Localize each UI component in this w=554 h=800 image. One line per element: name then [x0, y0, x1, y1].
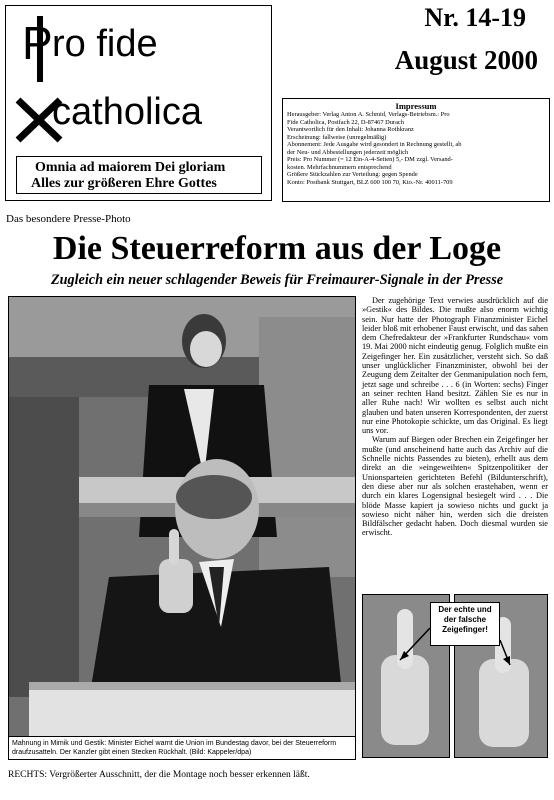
tagline-latin: Omnia ad maiorem Dei gloriam [35, 160, 226, 175]
article-subheadline: Zugleich ein neuer schlagender Beweis für Freimaurer-Signale in der Presse [50, 272, 504, 288]
bundestag-photo-image [9, 297, 356, 760]
impressum-line: Erscheinung: fallweise (unregelmäßig) [287, 133, 387, 141]
bottom-caption-text: Vergrößerter Ausschnitt, der die Montage noch besser erkennen läßt. [47, 770, 310, 780]
impressum-line: Herausgeber: Verlag Anton A. Schmid, Verlags-Betriebsm.: Pro [287, 111, 450, 118]
bottom-caption [8, 770, 548, 780]
tagline-german: Alles zur größeren Ehre Gottes [31, 176, 217, 191]
logo-letter-p: P [22, 17, 53, 69]
masthead-logo-box [5, 5, 272, 201]
impressum-line: Preis: Pro Nummer (= 12 Ein-A-4-Seiten) 5,- DM zzgl. Versand- [287, 156, 453, 163]
tagline-box [16, 156, 262, 194]
article-headline: Die Steuerreform aus der Loge [52, 230, 502, 267]
article-paragraph-1: Der zugehörige Text verwies ausdrücklich auf die »Gestik« des Bildes. Die mußte also enorm wichtig sein. Nur hatte der Photograph Finanzminister Eichel leider bloß mit erhobener Faust erwischt, und das sahen dem Chefredakteur der »Frankfurter Rundschau« vom 19. Mai 2000 nicht eindeutig genug. Folglich mußte ein Zeigefinger her. Ein zusätzlicher, versteht sich. So daß unser unglücklicher Finanzminister, obwohl bei der Zeugung dem Zeitalter der Genmanipulation noch fern, jetzt sage und schreibe . . . 6 (in Worten: sechs) Finger an seiner rechten Hand besitzt. Zählen Sie es nur in aller Ruhe nach! Wir wollten es selbst auch nicht glauben und baten unseren Korrespondenten, der zuerst nur eine Photokopie schickte, um das Original. Es liegt uns vor. [362, 296, 548, 436]
article-paragraph-2: Warum auf Biegen oder Brechen ein Zeigefinger her mußte (und anscheinend hatte auch das Archiv auf die Schnelle nichts Passendes zu bieten), erhellt aus dem direkt an die »eingeweihten« Spitzenpolitiker der Unionsparteien gerichteten Befehl (Bildunterschrift), den diese aber nur als solchen erastehaben, wenn er durch ein klares Logensignal besiegelt wird . . . Die blöde Masse kapiert ja sowieso nichts und guckt ja sowieso nicht näher hin, werden sich die dreisten Bildfälscher gedacht haben. Doch diesmal wurden sie erwischt. [362, 435, 548, 538]
impressum-line: Verantwortlich für den Inhalt: Johanna Rothkranz [287, 126, 414, 133]
impressum-line: kosten. Mehrfachnummern entsprechend [287, 163, 392, 171]
section-label: Das besondere Presse-Photo [6, 213, 131, 225]
impressum-line: Fide Catholica, Postfach 22, D-87467 Durach [287, 118, 404, 126]
logo-catholica: catholica [52, 91, 202, 133]
impressum-box [282, 98, 550, 202]
impressum-line: Abonnement: Jede Ausgabe wird gesondert in Rechnung gestellt, ab [287, 141, 462, 148]
issue-number: Nr. 14-19 [424, 3, 526, 32]
impressum-line: Größere Stückzahlen zur Verteilung: gegen Spende [287, 171, 418, 178]
impressum-line: Konto: Postbank Stuttgart, BLZ 600 100 70, Kto.-Nr. 40011-709 [287, 178, 453, 186]
inset-label: Der echte und der falsche Zeigefinger! [438, 605, 492, 634]
impressum-title: Impressum [395, 101, 437, 111]
logo-pro-fide: ro fide [52, 23, 158, 65]
article-column [362, 296, 548, 538]
issue-date: August 2000 [394, 45, 538, 75]
inset-arrows [360, 620, 550, 680]
bottom-caption-lead: RECHTS: [8, 770, 48, 780]
photo-caption: Mahnung in Mimik und Gestik: Minister Eichel warnt die Union im Bundestag davor, bei der Steuerreform draufzusatteln. Der Kanzler gibt einen Stecken Rückhalt. (Bild: Kappeler/dpa) [9, 736, 355, 759]
impressum-line: der Neu- und Abbestellungen jederzeit möglich [287, 148, 409, 156]
main-press-photo [8, 296, 356, 760]
